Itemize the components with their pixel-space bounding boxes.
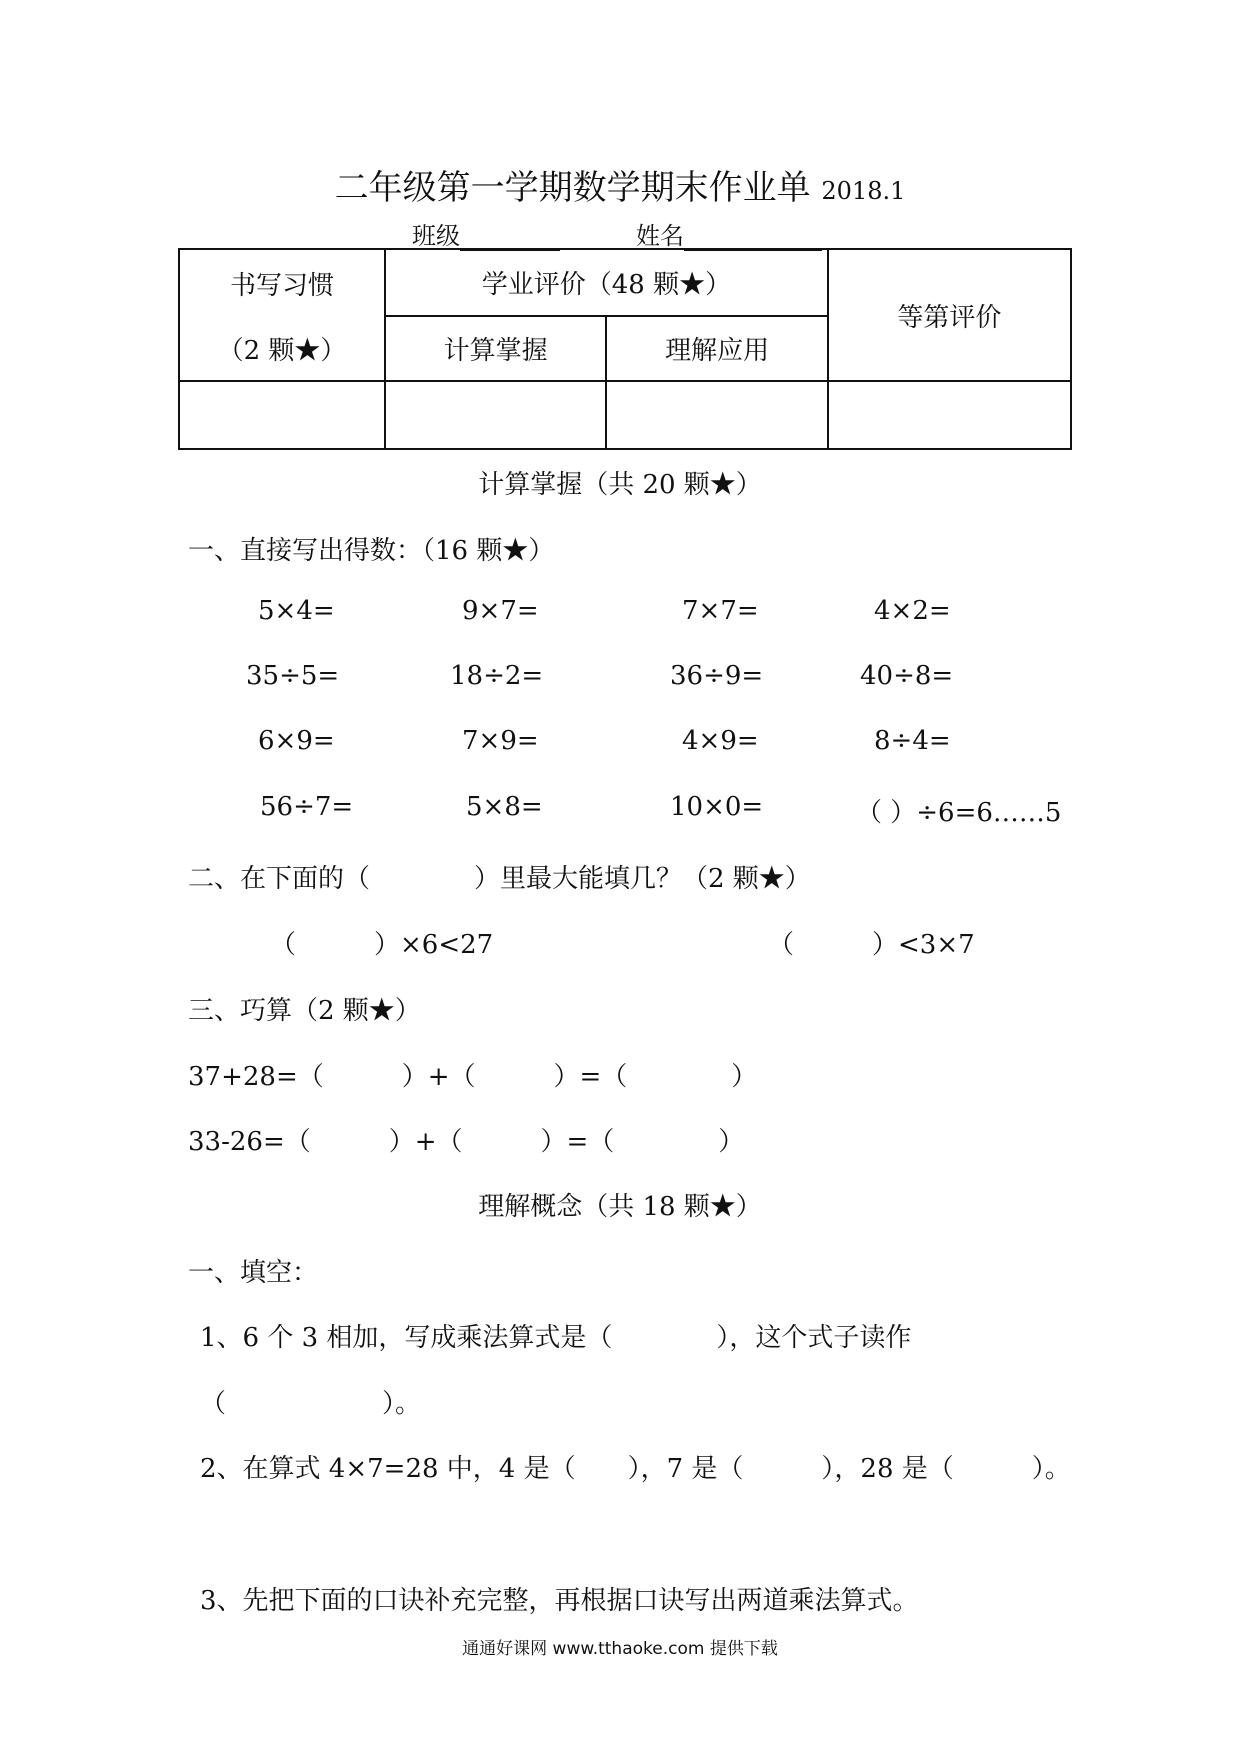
q1-r2c1: 35÷5= <box>246 661 340 691</box>
q3-line2: 33-26=（ ）+（ ）=（ ） <box>188 1127 745 1157</box>
item1-line1: 1、6 个 3 相加，写成乘法算式是（ ），这个式子读作 <box>200 1323 912 1353</box>
q1-r3c1: 6×9= <box>258 726 335 756</box>
item3: 3、先把下面的口诀补充完整，再根据口诀写出两道乘法算式。 <box>200 1586 919 1616</box>
q1-heading: 一、直接写出得数：（16 颗★） <box>188 536 555 566</box>
q1-r1c2: 9×7= <box>462 596 539 626</box>
grade-score-cell[interactable] <box>828 381 1071 449</box>
q1-r2c3: 36÷9= <box>670 661 764 691</box>
name-field <box>636 216 822 251</box>
grade-header: 等第评价 <box>828 249 1071 381</box>
q1-r4c1: 56÷7= <box>260 792 354 822</box>
section-calc-title: 计算掌握（共 20 颗★） <box>478 470 762 500</box>
name-label: 姓名 <box>636 222 684 250</box>
q1-r1c3: 7×7= <box>682 596 759 626</box>
fill-heading: 一、填空： <box>188 1258 319 1288</box>
q1-r3c4: 8÷4= <box>874 726 951 756</box>
title-text: 二年级第一学期数学期末作业单 <box>334 168 811 208</box>
academic-header: 学业评价（48 颗★） <box>385 249 828 316</box>
class-label: 班级 <box>412 222 460 250</box>
q1-r4c4: （ ）÷6=6……5 <box>856 798 1062 828</box>
habit-header-line2: （2 颗★） <box>179 316 385 381</box>
item1-line2: （ ）。 <box>200 1389 422 1419</box>
habit-header-line1: 书写习惯 <box>179 249 385 316</box>
q1-r3c3: 4×9= <box>682 726 759 756</box>
calc-header: 计算掌握 <box>385 316 606 381</box>
q3-heading: 三、巧算（2 颗★） <box>188 996 421 1026</box>
class-field <box>412 216 560 251</box>
footer: 通通好课网 www.tthaoke.com 提供下载 <box>462 1639 778 1659</box>
q2-heading: 二、在下面的（ ）里最大能填几？（2 颗★） <box>188 864 811 894</box>
q1-r2c4: 40÷8= <box>860 661 954 691</box>
habit-score-cell[interactable] <box>179 381 385 449</box>
title-year: 2018.1 <box>821 177 906 205</box>
q1-r2c2: 18÷2= <box>450 661 544 691</box>
q1-r4c3: 10×0= <box>670 792 764 822</box>
q2-left: （ ）×6<27 <box>270 930 494 960</box>
q1-r1c4: 4×2= <box>874 596 951 626</box>
understand-score-cell[interactable] <box>606 381 827 449</box>
calc-score-cell[interactable] <box>385 381 606 449</box>
q3-line1: 37+28=（ ）+（ ）=（ ） <box>188 1062 758 1092</box>
understand-header: 理解应用 <box>606 316 827 381</box>
page-title <box>0 160 1240 209</box>
q2-right: （ ）<3×7 <box>768 930 975 960</box>
item2: 2、在算式 4×7=28 中，4 是（ ），7 是（ ），28 是（ ）。 <box>200 1454 1071 1484</box>
q1-r4c2: 5×8= <box>466 792 543 822</box>
q1-r3c2: 7×9= <box>462 726 539 756</box>
section-concept-title: 理解概念（共 18 颗★） <box>478 1192 762 1222</box>
score-table <box>178 248 1072 450</box>
q1-r1c1: 5×4= <box>258 596 335 626</box>
